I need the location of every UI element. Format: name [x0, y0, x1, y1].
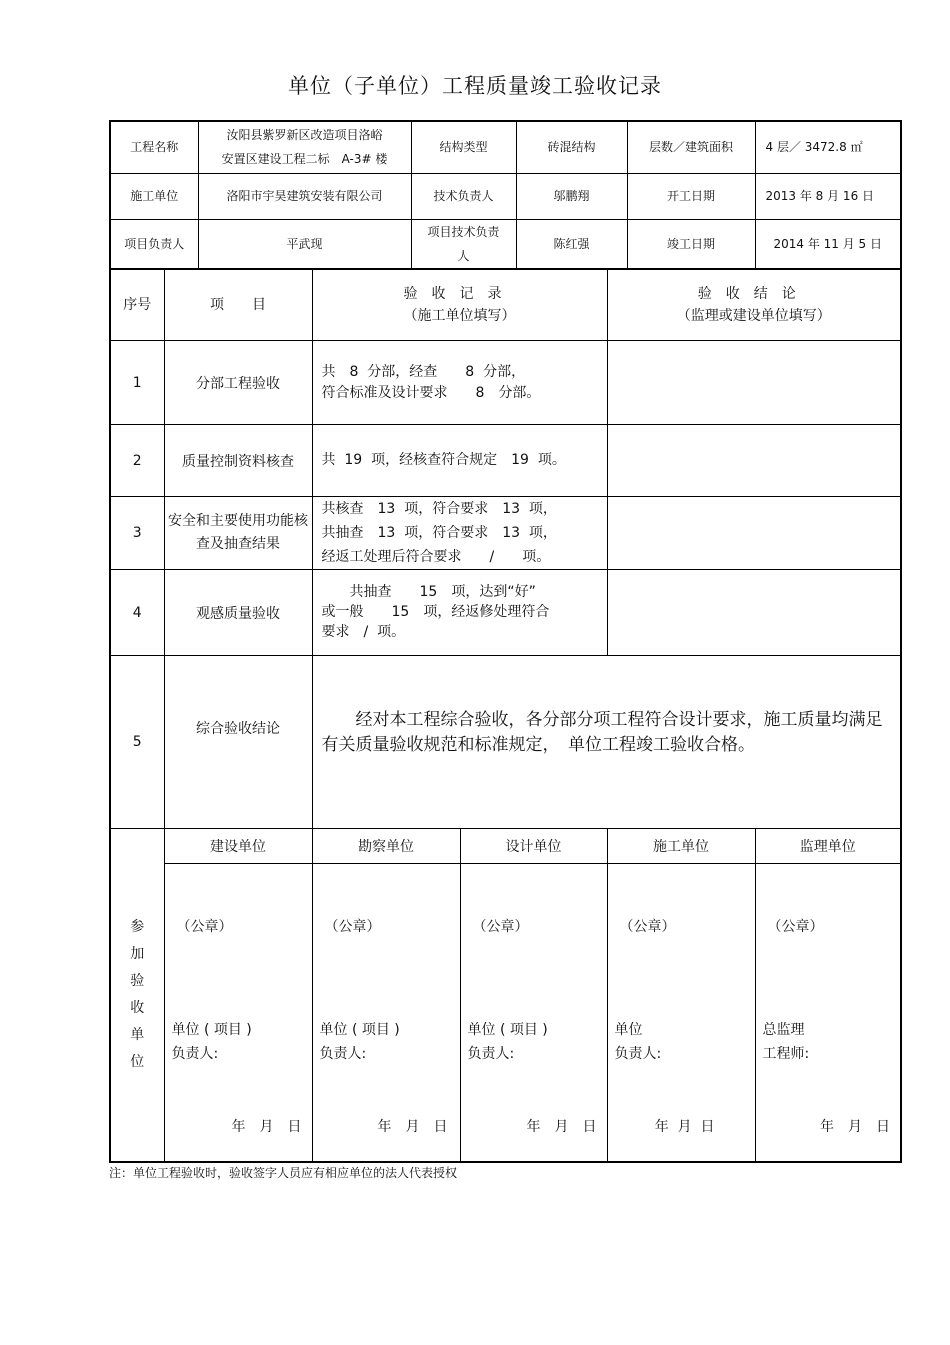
row-record: 共 8 分部，经查 8 分部， 符合标准及设计要求 8 分部。: [312, 341, 607, 425]
seal-placeholder: （公章）: [472, 919, 529, 935]
unit-name-design: 设计单位: [460, 829, 607, 864]
header-conclusion-title: 验收结论: [697, 285, 810, 302]
signature-date: 年 月 日: [526, 1119, 597, 1135]
participants-label-char: 验: [130, 972, 145, 989]
row-record: 经对本工程综合验收，各分部分项工程符合设计要求，施工质量均满足有关质量验收规范和标准规定， 单位工程竣工验收合格。: [312, 656, 901, 829]
signature-date: 年 月 日: [820, 1119, 890, 1135]
floors-area-value: 4 层／ 3472.8 ㎡: [755, 121, 901, 173]
participants-label: [110, 829, 164, 1162]
structure-type-value: 砖混结构: [516, 121, 627, 173]
signatory-label: 总监理 工程师:: [762, 1022, 810, 1062]
completion-date-label: 竣工日期: [627, 219, 755, 269]
header-item: 项 目: [164, 269, 312, 341]
structure-type-label: 结构类型: [411, 121, 516, 173]
row-number: 3: [110, 497, 164, 570]
unit-name-contractor: 施工单位: [607, 829, 755, 864]
header-seq: 序号: [110, 269, 164, 341]
header-record-title: 验收记录: [403, 285, 516, 302]
row-item: 质量控制资料核查: [164, 425, 312, 497]
header-conclusion-sub: （监理或建设单位填写）: [676, 307, 831, 324]
header-record-sub: （施工单位填写）: [403, 307, 516, 324]
seal-placeholder: （公章）: [176, 919, 233, 935]
tech-lead-value: 邬鹏翔: [516, 173, 627, 219]
signature-cell-design: [460, 864, 607, 1162]
project-info-table: [109, 120, 902, 270]
project-tech-lead-label-line1: 项目技术负责: [427, 224, 500, 239]
row-conclusion: [607, 497, 901, 570]
row-number: 5: [110, 656, 164, 829]
table-row: [110, 570, 901, 656]
project-tech-lead-label-line2: 人: [457, 248, 470, 263]
row-item-line1: 安全和主要使用功能核: [168, 513, 308, 529]
participants-label-char: 收: [130, 999, 145, 1016]
signature-date: 年 月 日: [377, 1119, 448, 1135]
participants-label-char: 单: [130, 1026, 145, 1043]
project-name-line2: 安置区建设工程二标 A-3# 楼: [221, 152, 388, 167]
row-item: 分部工程验收: [164, 341, 312, 425]
signature-date: 年 月 日: [654, 1119, 715, 1135]
row-conclusion: [607, 570, 901, 656]
signatory-label: 单位 ( 项目 ) 负责人:: [467, 1022, 548, 1062]
signature-cell-survey: [312, 864, 460, 1162]
tech-lead-label: 技术负责人: [411, 173, 516, 219]
participants-label-char: 加: [130, 945, 145, 962]
project-tech-lead-label: [411, 219, 516, 269]
row-item: 综合验收结论: [164, 656, 312, 829]
table-row: [110, 497, 901, 570]
page-title: 单位（子单位）工程质量竣工验收记录: [288, 74, 662, 98]
header-conclusion: [607, 269, 901, 341]
project-tech-lead-value: 陈红强: [516, 219, 627, 269]
project-manager-value: 平武现: [198, 219, 411, 269]
table-row: [110, 656, 901, 829]
project-name-value: [198, 121, 411, 173]
seal-placeholder: （公章）: [324, 919, 381, 935]
unit-name-construction-owner: 建设单位: [164, 829, 312, 864]
start-date-label: 开工日期: [627, 173, 755, 219]
signature-date: 年 月 日: [231, 1119, 302, 1135]
participants-label-char: 位: [130, 1053, 145, 1070]
acceptance-table: [109, 268, 902, 1163]
row-record: 共核查 13 项，符合要求 13 项， 共抽查 13 项，符合要求 13 项， 经返工处理后符合要求 / 项。: [312, 497, 607, 570]
completion-date-value: 2014 年 11 月 5 日: [755, 219, 901, 269]
signatory-label: 单位 负责人:: [614, 1022, 662, 1062]
header-record: [312, 269, 607, 341]
table-row: [110, 425, 901, 497]
signature-cell-construction-owner: [164, 864, 312, 1162]
row-number: 4: [110, 570, 164, 656]
row-item: 观感质量验收: [164, 570, 312, 656]
row-number: 1: [110, 341, 164, 425]
seal-placeholder: （公章）: [619, 919, 676, 935]
footnote: 注：单位工程验收时，验收签字人员应有相应单位的法人代表授权: [109, 1166, 458, 1180]
unit-name-survey: 勘察单位: [312, 829, 460, 864]
table-row: [110, 341, 901, 425]
seal-placeholder: （公章）: [767, 919, 824, 935]
project-name-line1: 汝阳县紫罗新区改造项目洛峪: [226, 128, 383, 143]
row-record: 共 19 项，经核查符合规定 19 项。: [312, 425, 607, 497]
construction-unit-label: 施工单位: [110, 173, 198, 219]
start-date-value: 2013 年 8 月 16 日: [755, 173, 901, 219]
row-number: 2: [110, 425, 164, 497]
project-name-label: 工程名称: [110, 121, 198, 173]
row-conclusion: [607, 425, 901, 497]
unit-name-supervision: 监理单位: [755, 829, 901, 864]
row-conclusion: [607, 341, 901, 425]
row-item: [164, 497, 312, 570]
signatory-label: 单位 ( 项目 ) 负责人:: [171, 1022, 252, 1062]
signatory-label: 单位 ( 项目 ) 负责人:: [319, 1022, 400, 1062]
row-item-line2: 查及抽查结果: [196, 536, 280, 552]
floors-area-label: 层数／建筑面积: [627, 121, 755, 173]
construction-unit-value: 洛阳市宇昊建筑安装有限公司: [198, 173, 411, 219]
project-manager-label: 项目负责人: [110, 219, 198, 269]
row-record: 共抽查 15 项，达到“好” 或一般 15 项，经返修处理符合 要求 / 项。: [312, 570, 607, 656]
signature-cell-contractor: [607, 864, 755, 1162]
participants-label-char: 参: [130, 918, 145, 935]
signature-cell-supervision: [755, 864, 901, 1162]
